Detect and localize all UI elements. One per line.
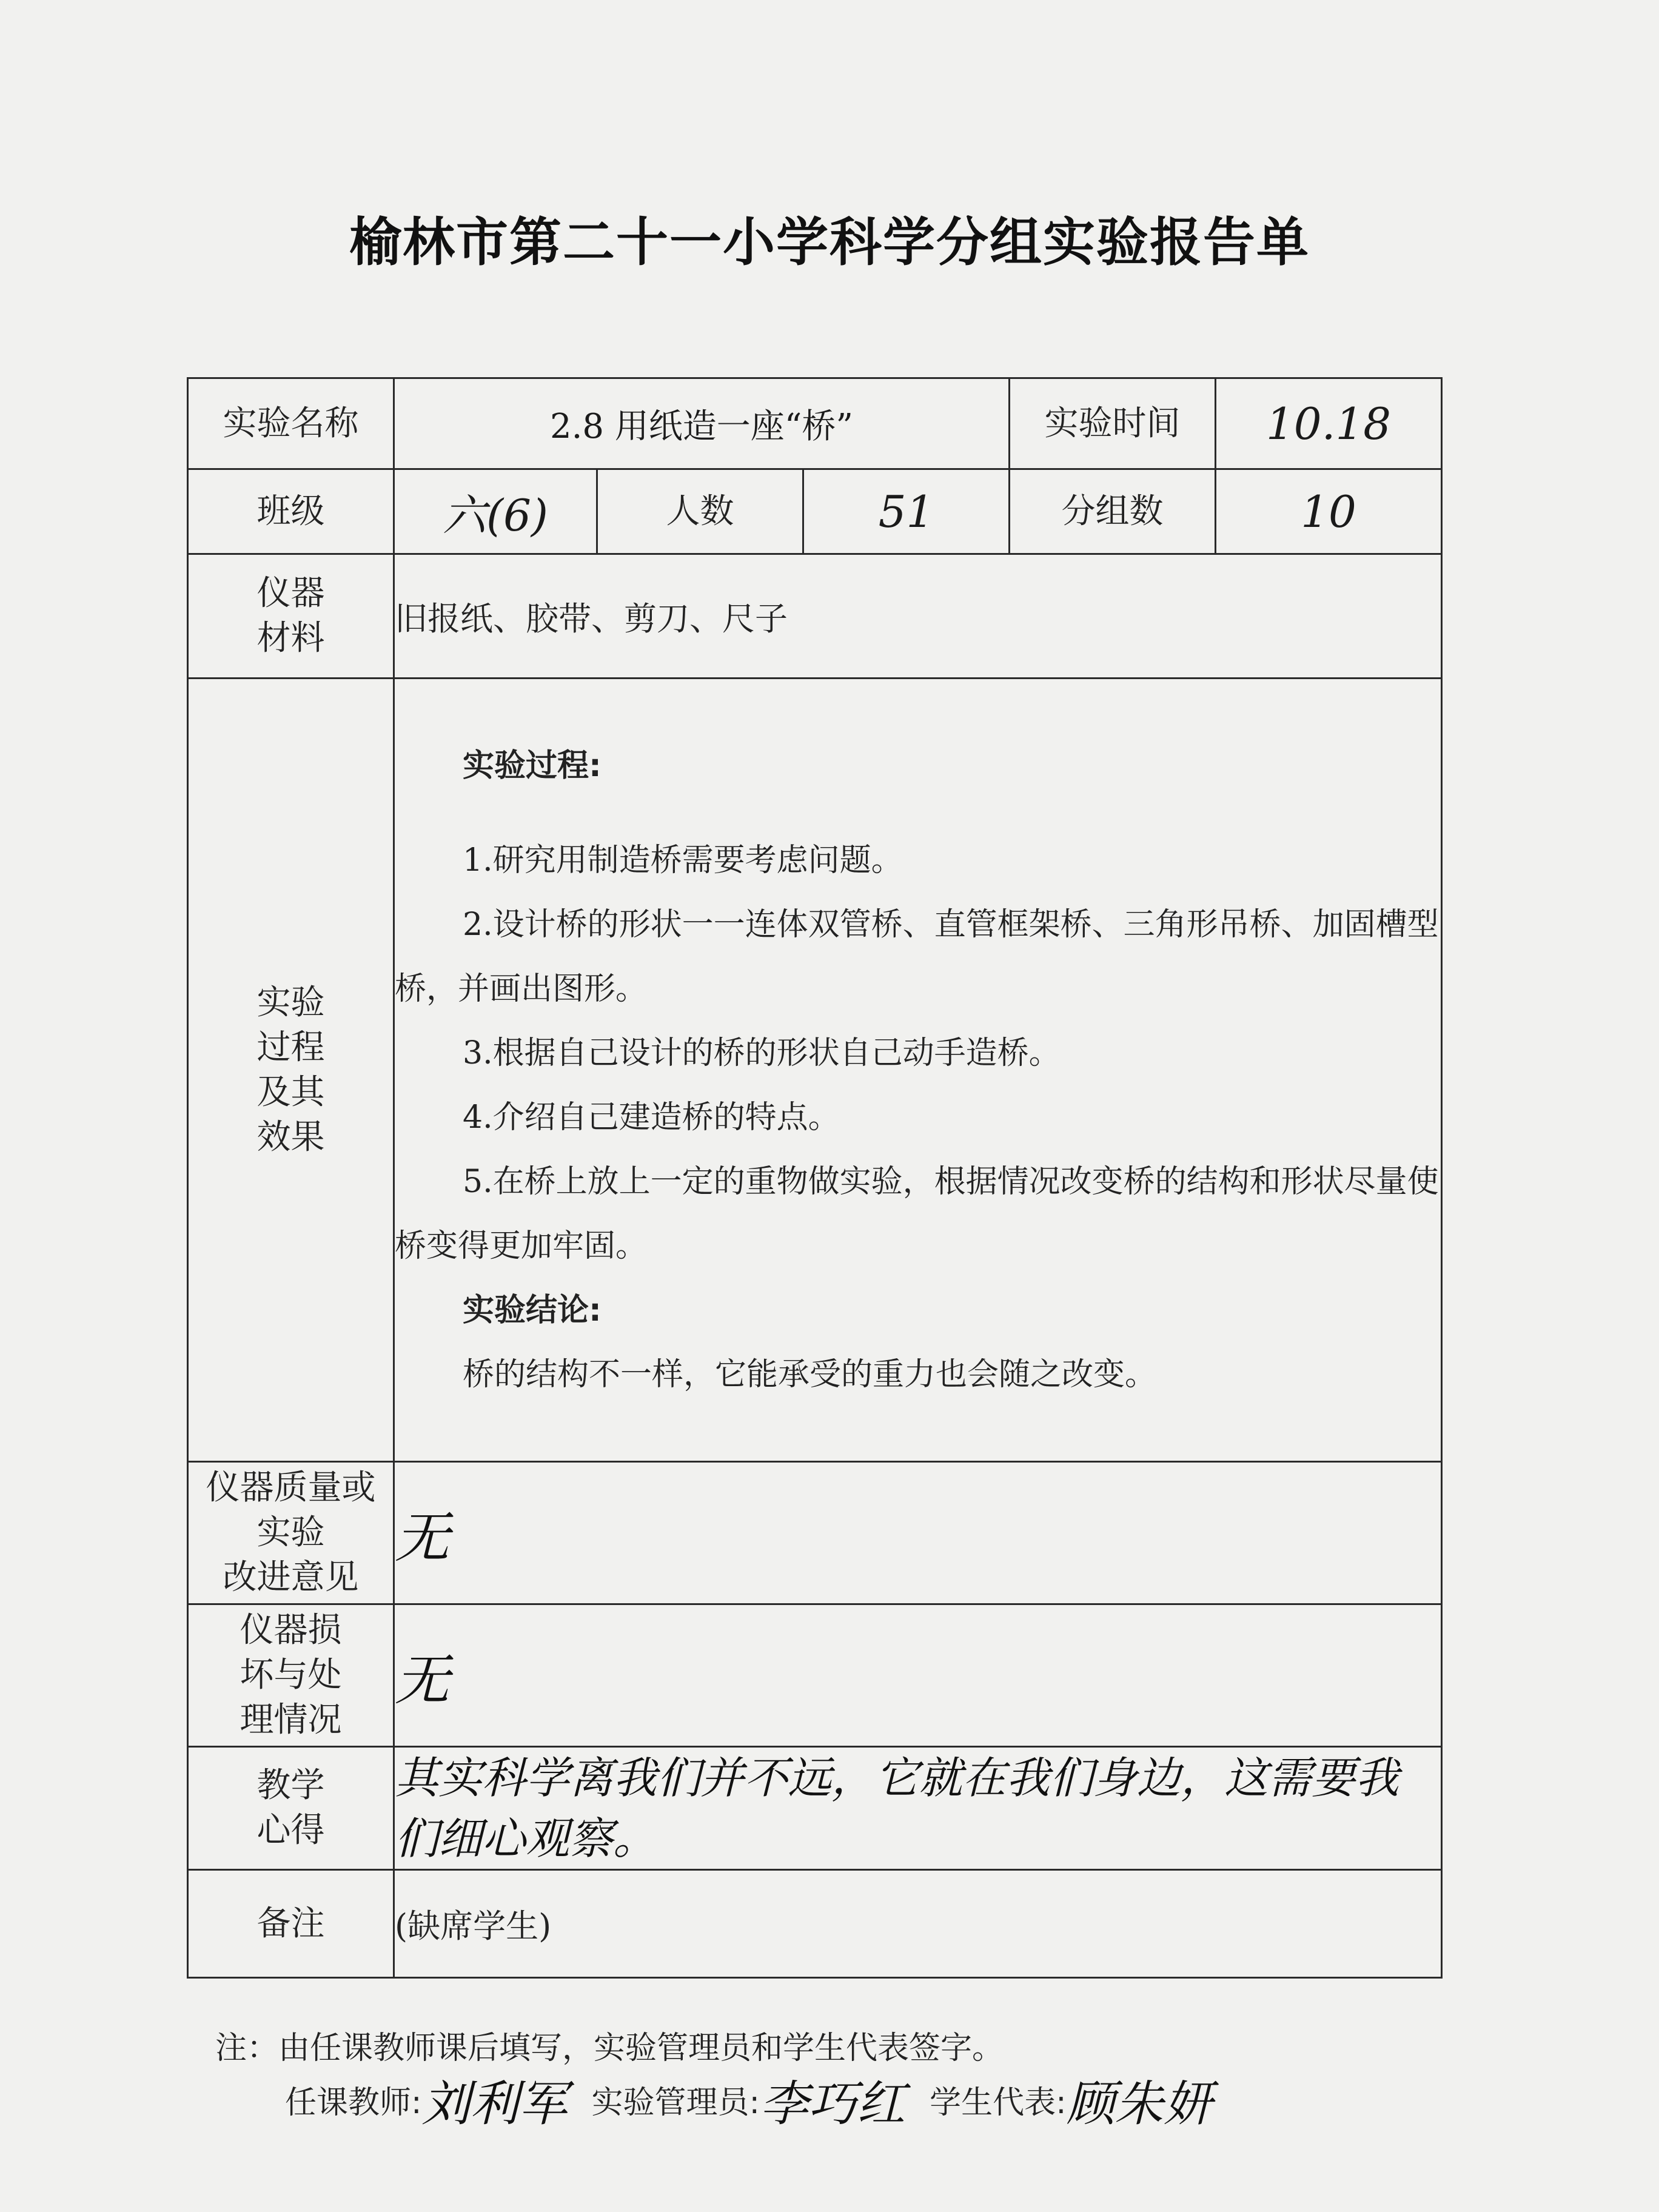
student-count-label: 人数 xyxy=(597,469,803,554)
experiment-time-value: 10.18 xyxy=(1216,378,1442,469)
teaching-label-line-2: 心得 xyxy=(256,1811,325,1850)
footer-note: 注：由任课教师课后填写，实验管理员和学生代表签字。 xyxy=(215,2030,1004,2066)
materials-label-line-2: 材料 xyxy=(256,618,325,658)
group-count-value: 10 xyxy=(1216,469,1442,554)
process-step-3: 3.根据自己设计的桥的形状自己动手造桥。 xyxy=(463,1034,1061,1071)
materials-label xyxy=(188,554,394,679)
conclusion-heading: 实验结论: xyxy=(463,1292,602,1329)
process-label-line-4: 效果 xyxy=(256,1117,325,1157)
damage-label xyxy=(188,1604,394,1747)
student-count-value: 51 xyxy=(803,469,1010,554)
process-content xyxy=(394,679,1442,1462)
student-rep-signature: 顾朱妍 xyxy=(1066,2076,1212,2132)
damage-label-line-2: 坏与处 xyxy=(240,1655,342,1695)
teaching-value: 其实科学离我们并不远，它就在我们身边，这需要我们细心观察。 xyxy=(394,1747,1442,1870)
damage-label-line-1: 仪器损 xyxy=(240,1610,342,1650)
row-materials xyxy=(188,554,1442,679)
process-label-line-1: 实验 xyxy=(256,982,325,1022)
document-title: 榆林市第二十一小学科学分组实验报告单 xyxy=(349,212,1310,273)
quality-label-line-1: 仪器质量或 xyxy=(206,1468,376,1507)
row-teaching xyxy=(188,1747,1442,1870)
materials-label-line-1: 仪器 xyxy=(256,574,325,613)
teaching-label xyxy=(188,1747,394,1870)
row-remarks xyxy=(188,1870,1442,1978)
remarks-value: (缺席学生) xyxy=(394,1870,1442,1978)
admin-label: 实验管理员: xyxy=(591,2085,760,2121)
remarks-label: 备注 xyxy=(188,1870,394,1978)
process-step-4: 4.介绍自己建造桥的特点。 xyxy=(463,1099,840,1136)
process-step-1: 1.研究用制造桥需要考虑问题。 xyxy=(463,842,903,879)
teacher-signature: 刘利军 xyxy=(421,2076,568,2132)
class-value: 六(6) xyxy=(394,469,597,554)
row-quality xyxy=(188,1462,1442,1604)
row-experiment-name xyxy=(188,378,1442,469)
process-heading: 实验过程: xyxy=(463,747,602,784)
materials-value: 旧报纸、胶带、剪刀、尺子 xyxy=(394,554,1442,679)
report-table xyxy=(187,377,1443,1979)
damage-value: 无 xyxy=(394,1604,1442,1747)
group-count-label: 分组数 xyxy=(1010,469,1216,554)
quality-label-line-2: 实验 xyxy=(256,1513,325,1552)
damage-label-line-3: 理情况 xyxy=(240,1700,342,1740)
row-class-info xyxy=(188,469,1442,554)
quality-label-line-3: 改进意见 xyxy=(223,1558,359,1597)
row-damage xyxy=(188,1604,1442,1747)
student-rep-label: 学生代表: xyxy=(930,2085,1067,2121)
quality-label xyxy=(188,1462,394,1604)
admin-signature: 李巧红 xyxy=(760,2076,906,2132)
process-step-2: 2.设计桥的形状一一连体双管桥、直管框架桥、三角形吊桥、加固槽型桥，并画出图形。 xyxy=(395,906,1439,1007)
process-step-5: 5.在桥上放上一定的重物做实验，根据情况改变桥的结构和形状尽量使桥变得更加牢固。 xyxy=(395,1163,1439,1264)
signature-line xyxy=(285,2065,1236,2134)
quality-value: 无 xyxy=(394,1462,1442,1604)
experiment-name-value: 2.8 用纸造一座“桥” xyxy=(394,378,1010,469)
process-label-line-3: 及其 xyxy=(256,1072,325,1112)
experiment-time-label: 实验时间 xyxy=(1010,378,1216,469)
class-label: 班级 xyxy=(188,469,394,554)
conclusion-text: 桥的结构不一样，它能承受的重力也会随之改变。 xyxy=(463,1356,1157,1393)
experiment-name-label: 实验名称 xyxy=(188,378,394,469)
teacher-label: 任课教师: xyxy=(285,2085,422,2121)
process-label-line-2: 过程 xyxy=(256,1027,325,1067)
process-label xyxy=(188,679,394,1462)
row-process xyxy=(188,679,1442,1462)
teaching-label-line-1: 教学 xyxy=(256,1766,325,1805)
